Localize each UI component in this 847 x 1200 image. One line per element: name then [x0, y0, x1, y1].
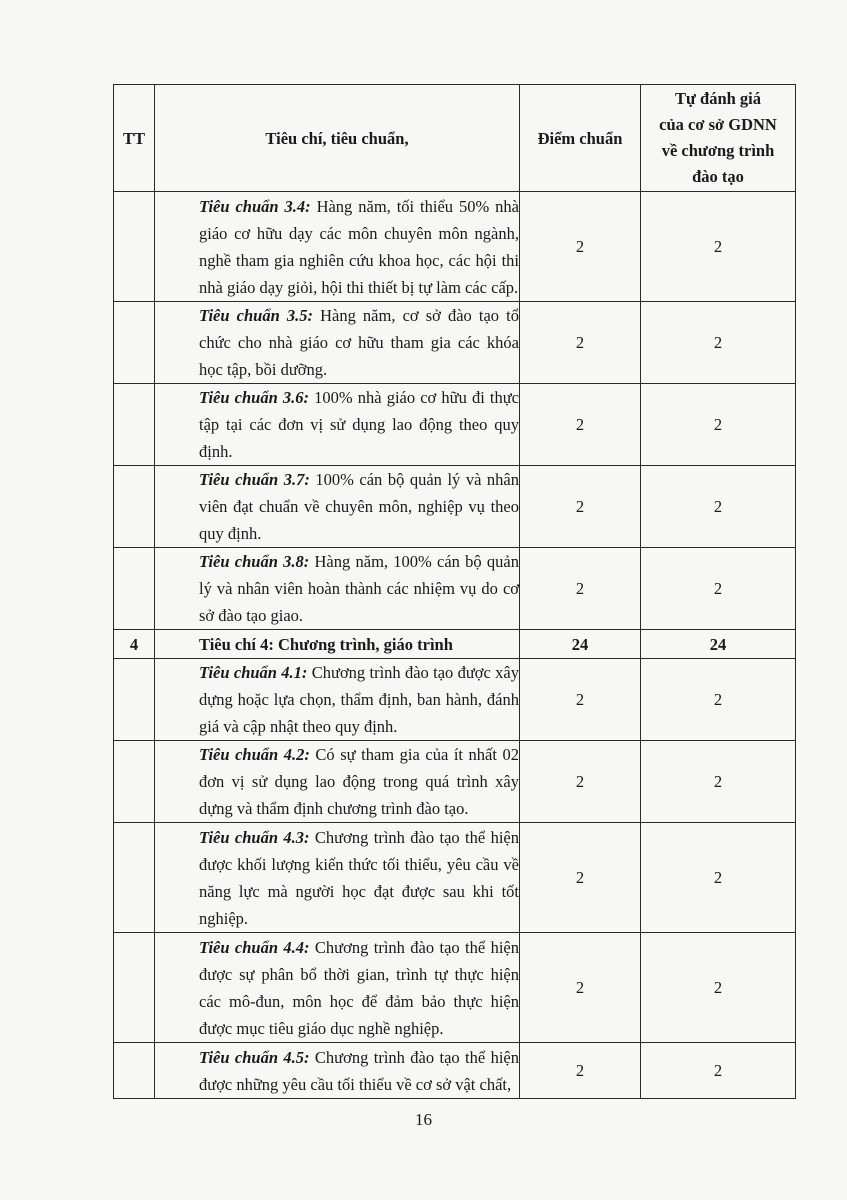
- row-tt: [114, 933, 155, 1043]
- standard-label: Tiêu chuẩn 3.7:: [199, 470, 310, 489]
- row-criteria-text: [155, 192, 520, 302]
- standard-text: Chương trình đào tạo được xây dựng hoặc lựa chọn, thẩm định, ban hành, đánh giá và cập nhật theo quy định.: [199, 663, 519, 736]
- row-standard-score: 2: [520, 384, 641, 466]
- row-self-evaluation: 2: [641, 1043, 796, 1099]
- row-tt: [114, 302, 155, 384]
- row-tt: [114, 741, 155, 823]
- standard-label: Tiêu chuẩn 3.8:: [199, 552, 310, 571]
- header-self-eval-line: của cơ sở GDNN: [659, 115, 777, 134]
- row-criteria-text: [155, 933, 520, 1043]
- row-criteria-text: [155, 302, 520, 384]
- table-row: [114, 384, 796, 466]
- row-standard-score: 2: [520, 192, 641, 302]
- row-tt: 4: [114, 630, 155, 659]
- standard-label: Tiêu chuẩn 4.5:: [199, 1047, 310, 1067]
- row-criteria-text: [155, 659, 520, 741]
- row-self-evaluation: 2: [641, 659, 796, 741]
- row-criteria-text: [155, 741, 520, 823]
- row-standard-score: 24: [520, 630, 641, 659]
- header-criteria: Tiêu chí, tiêu chuẩn,: [155, 85, 520, 192]
- row-criteria-text: [155, 823, 520, 933]
- row-self-evaluation: 2: [641, 384, 796, 466]
- standard-text: Chương trình đào tạo thể hiện được những yêu cầu tối thiểu về cơ sở vật chất,: [199, 1047, 519, 1094]
- row-self-evaluation: 2: [641, 192, 796, 302]
- standard-text: 100% nhà giáo cơ hữu đi thực tập tại các đơn vị sử dụng lao động theo quy định.: [199, 388, 519, 461]
- row-self-evaluation: 2: [641, 548, 796, 630]
- standard-text: Hàng năm, 100% cán bộ quản lý và nhân viên hoàn thành các nhiệm vụ do cơ sở đào tạo giao.: [199, 552, 519, 625]
- table-row: [114, 192, 796, 302]
- row-tt: [114, 466, 155, 548]
- page-number: 16: [415, 1110, 432, 1129]
- criterion-group-row: [114, 630, 796, 659]
- row-standard-score: 2: [520, 466, 641, 548]
- row-standard-score: 2: [520, 659, 641, 741]
- table-row: [114, 933, 796, 1043]
- row-criteria-text: [155, 466, 520, 548]
- row-standard-score: 2: [520, 741, 641, 823]
- row-self-evaluation: 2: [641, 741, 796, 823]
- table-body: [114, 192, 796, 1099]
- row-tt: [114, 192, 155, 302]
- row-tt: [114, 659, 155, 741]
- row-tt: [114, 384, 155, 466]
- standard-label: Tiêu chuẩn 4.4:: [199, 937, 310, 957]
- row-tt: [114, 1043, 155, 1099]
- standard-label: Tiêu chuẩn 4.3:: [199, 827, 310, 847]
- header-self-eval-line: đào tạo: [692, 167, 744, 186]
- header-self-evaluation: [641, 85, 796, 192]
- standard-label: Tiêu chuẩn 4.2:: [199, 745, 310, 764]
- table-header-row: [114, 85, 796, 192]
- standard-label: Tiêu chuẩn 3.5:: [199, 306, 313, 325]
- row-self-evaluation: 2: [641, 302, 796, 384]
- table-row: [114, 823, 796, 933]
- row-self-evaluation: 2: [641, 933, 796, 1043]
- table-row: [114, 1043, 796, 1099]
- standard-text: 100% cán bộ quản lý và nhân viên đạt chuẩn về chuyên môn, nghiệp vụ theo quy định.: [199, 470, 519, 543]
- row-standard-score: 2: [520, 548, 641, 630]
- row-standard-score: 2: [520, 933, 641, 1043]
- standard-text: Chương trình đào tạo thể hiện được khối lượng kiến thức tối thiểu, yêu cầu về năng lực mà người học đạt được sau khi tốt nghiệp.: [199, 827, 519, 928]
- row-standard-score: 2: [520, 1043, 641, 1099]
- row-self-evaluation: 2: [641, 823, 796, 933]
- header-tt: TT: [114, 85, 155, 192]
- standard-text: Có sự tham gia của ít nhất 02 đơn vị sử dụng lao động trong quá trình xây dựng và thẩm định chương trình đào tạo.: [199, 745, 519, 818]
- row-self-evaluation: 2: [641, 466, 796, 548]
- standard-label: Tiêu chuẩn 3.4:: [199, 196, 311, 216]
- standard-label: Tiêu chuẩn 4.1:: [199, 663, 308, 682]
- standard-text: Hàng năm, cơ sở đào tạo tổ chức cho nhà giáo cơ hữu tham gia các khóa học tập, bồi dưỡng.: [199, 306, 519, 379]
- row-self-evaluation: 24: [641, 630, 796, 659]
- header-standard-score: Điểm chuẩn: [520, 85, 641, 192]
- row-criteria-text: [155, 384, 520, 466]
- table-row: [114, 548, 796, 630]
- criteria-table: [113, 84, 796, 1099]
- standard-label: Tiêu chuẩn 3.6:: [199, 388, 310, 407]
- row-tt: [114, 548, 155, 630]
- standard-text: Chương trình đào tạo thể hiện được sự phân bổ thời gian, trình tự thực hiện các mô-đun, môn học để đảm bảo thực hiện được mục tiêu giáo dục nghề nghiệp.: [199, 937, 519, 1038]
- table-row: [114, 741, 796, 823]
- row-standard-score: 2: [520, 302, 641, 384]
- header-self-eval-line: Tự đánh giá: [674, 89, 762, 108]
- row-criteria-text: [155, 548, 520, 630]
- table-row: [114, 466, 796, 548]
- table-row: [114, 302, 796, 384]
- row-criteria-text: Tiêu chí 4: Chương trình, giáo trình: [155, 630, 520, 659]
- table-row: [114, 659, 796, 741]
- row-tt: [114, 823, 155, 933]
- header-self-eval-line: về chương trình: [661, 141, 775, 160]
- row-standard-score: 2: [520, 823, 641, 933]
- row-criteria-text: [155, 1043, 520, 1099]
- standard-text: Hàng năm, tối thiểu 50% nhà giáo cơ hữu dạy các môn chuyên môn ngành, nghề tham gia nghiên cứu khoa học, các hội thi nhà giáo dạy giỏi, hội thi thiết bị tự làm các cấp.: [199, 196, 519, 297]
